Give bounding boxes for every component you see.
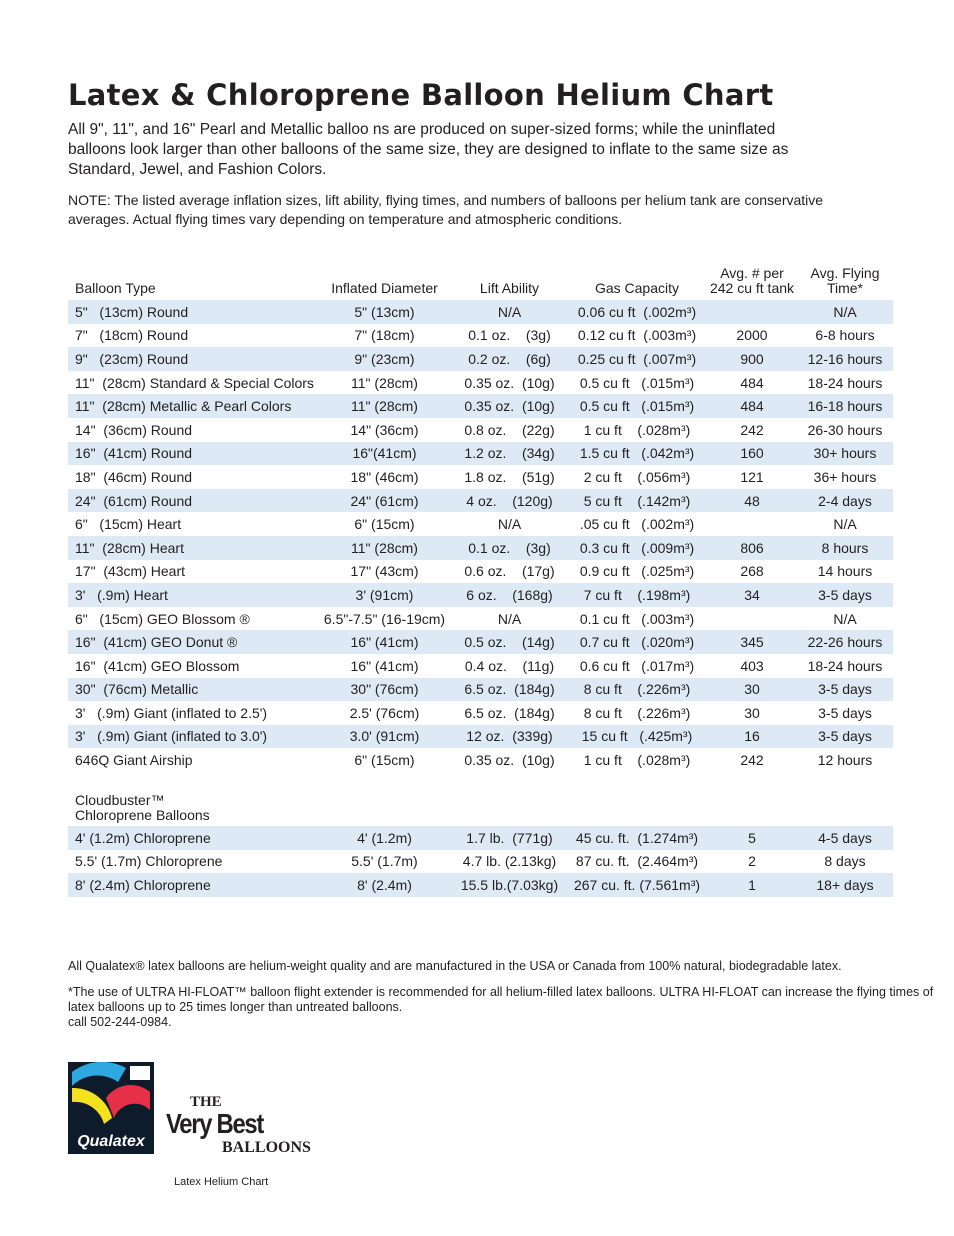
footer-phone: call 502-244-0984. <box>68 1015 172 1029</box>
flying-time-cell: 30+ hours <box>813 445 877 462</box>
balloon-type-cell: 6" (15cm) Heart <box>75 516 182 533</box>
lift-ability-cell: 0.35 oz. (10g) <box>464 752 555 769</box>
table-row <box>68 826 893 850</box>
flying-time-cell: 6-8 hours <box>815 327 875 344</box>
gas-capacity-cell: 0.5 cu ft (.015m³) <box>579 374 695 391</box>
chloroprene-table <box>68 826 893 897</box>
table-row <box>68 300 893 324</box>
gas-capacity-cell: 0.3 cu ft (.009m³) <box>579 539 695 556</box>
flying-time-cell: 12-16 hours <box>807 350 883 367</box>
inflated-diameter-cell: 11" (28cm) <box>351 398 418 415</box>
balloons-per-tank-cell: 2000 <box>736 327 768 344</box>
balloons-per-tank-cell: 484 <box>740 374 764 391</box>
lift-ability-cell: 6.5 oz. (184g) <box>464 704 555 721</box>
gas-capacity-cell: 0.12 cu ft (.003m³) <box>577 327 697 344</box>
inflated-diameter-cell: 6" (15cm) <box>354 516 415 533</box>
col-header: Avg. # per 242 cu ft tank <box>709 265 795 296</box>
table-row <box>68 371 893 395</box>
flying-time-cell: 3-5 days <box>818 681 872 698</box>
flying-time-cell: 3-5 days <box>818 728 872 745</box>
col-header: Inflated Diameter <box>331 280 438 296</box>
cloudbuster-subtitle: Chloroprene Balloons <box>75 807 210 823</box>
inflated-diameter-cell: 3.0' (91cm) <box>349 728 420 745</box>
caption: Latex Helium Chart <box>174 1176 269 1188</box>
balloons-per-tank-cell: 345 <box>740 634 764 651</box>
flying-time-cell: 18-24 hours <box>807 374 883 391</box>
inflated-diameter-cell: 5.5' (1.7m) <box>351 853 418 870</box>
col-header: Lift Ability <box>479 280 540 296</box>
lift-ability-cell: 6 oz. (168g) <box>466 586 553 603</box>
gas-capacity-cell: 5 cu ft (.142m³) <box>583 492 691 509</box>
inflated-diameter-cell: 11" (28cm) <box>351 374 418 391</box>
gas-capacity-cell: 45 cu. ft. (1.274m³) <box>575 829 699 846</box>
inflated-diameter-cell: 2.5' (76cm) <box>349 704 420 721</box>
balloon-type-cell: 3' (.9m) Heart <box>75 586 168 603</box>
table-row <box>68 418 893 442</box>
lift-ability-cell: 0.8 oz. (22g) <box>464 421 555 438</box>
table-row <box>68 489 893 513</box>
lift-ability-cell: 0.35 oz. (10g) <box>464 398 555 415</box>
logo-balloons: BALLOONS <box>222 1139 311 1156</box>
logo-very-best: Very Best <box>166 1108 264 1139</box>
inflated-diameter-cell: 14" (36cm) <box>350 421 419 438</box>
cloudbuster-heading <box>75 793 210 823</box>
table-header-row <box>68 262 893 300</box>
inflated-diameter-cell: 16" (41cm) <box>350 634 419 651</box>
inflated-diameter-cell: 16" (41cm) <box>350 657 419 674</box>
inflated-diameter-cell: 7" (18cm) <box>354 327 415 344</box>
flying-time-cell: 22-26 hours <box>807 634 883 651</box>
table-row <box>68 465 893 489</box>
balloons-per-tank-cell: 484 <box>740 398 764 415</box>
table-row <box>68 536 893 560</box>
gas-capacity-cell: 8 cu ft (.226m³) <box>583 704 691 721</box>
flying-time-cell: 4-5 days <box>818 829 872 846</box>
table-row <box>68 347 893 371</box>
gas-capacity-cell: 2 cu ft (.056m³) <box>583 468 691 485</box>
balloon-type-cell: 30" (76cm) Metallic <box>75 681 199 698</box>
balloon-type-cell: 3' (.9m) Giant (inflated to 3.0') <box>75 728 268 745</box>
inflated-diameter-cell: 4' (1.2m) <box>357 829 412 846</box>
lift-ability-cell: 6.5 oz. (184g) <box>464 681 555 698</box>
inflated-diameter-cell: 17" (43cm) <box>350 563 419 580</box>
logo-brand-text: Qualatex <box>77 1133 145 1150</box>
balloons-per-tank-cell: 900 <box>740 350 764 367</box>
gas-capacity-cell: 87 cu. ft. (2.464m³) <box>575 853 699 870</box>
balloon-type-cell: 3' (.9m) Giant (inflated to 2.5') <box>75 704 268 721</box>
gas-capacity-cell: 0.6 cu ft (.017m³) <box>579 657 695 674</box>
flying-time-cell: 8 days <box>824 853 866 870</box>
gas-capacity-cell: 15 cu ft (.425m³) <box>581 728 693 745</box>
table-row <box>68 583 893 607</box>
gas-capacity-cell: 0.06 cu ft (.002m³) <box>577 303 697 320</box>
balloon-type-cell: 24" (61cm) Round <box>75 492 193 509</box>
balloons-per-tank-cell: 5 <box>748 829 756 846</box>
balloons-per-tank-cell: 34 <box>744 586 760 603</box>
flying-time-cell: 18-24 hours <box>807 657 883 674</box>
flying-time-cell: N/A <box>833 303 857 320</box>
balloon-type-cell: 14" (36cm) Round <box>75 421 193 438</box>
qualatex-logo <box>68 1062 154 1154</box>
inflated-diameter-cell: 5" (13cm) <box>354 303 415 320</box>
balloons-per-tank-cell <box>707 300 797 324</box>
col-header: Balloon Type <box>75 280 156 296</box>
inflated-diameter-cell: 8' (2.4m) <box>357 876 412 893</box>
lift-ability-cell: 0.1 oz. (3g) <box>468 327 551 344</box>
table-row <box>68 654 893 678</box>
balloon-type-cell: 646Q Giant Airship <box>75 752 193 769</box>
balloons-per-tank-cell: 16 <box>744 728 760 745</box>
balloon-type-cell: 9" (23cm) Round <box>75 350 189 367</box>
gas-capacity-cell: 8 cu ft (.226m³) <box>583 681 691 698</box>
lift-ability-cell: 1.8 oz. (51g) <box>464 468 555 485</box>
inflated-diameter-cell: 6" (15cm) <box>354 752 415 769</box>
flying-time-cell: 3-5 days <box>818 586 872 603</box>
lift-ability-cell: 0.4 oz. (11g) <box>464 657 555 674</box>
gas-capacity-cell: .05 cu ft (.002m³) <box>579 516 695 533</box>
flying-time-cell: 8 hours <box>821 539 869 556</box>
table-row <box>68 560 893 584</box>
footer-latex-note: All Qualatex® latex balloons are helium-weight quality and are manufactured in the USA or Canada from 100% natural, biodegradable latex. <box>68 959 842 973</box>
inflated-diameter-cell: 6.5"-7.5" (16-19cm) <box>323 610 446 627</box>
lift-ability-cell: N/A <box>497 610 522 627</box>
table-row <box>68 630 893 654</box>
balloons-per-tank-cell <box>707 512 797 536</box>
lift-ability-cell: 1.7 lb. (771g) <box>466 829 553 846</box>
flying-time-cell: 16-18 hours <box>807 398 883 415</box>
balloon-type-cell: 5" (13cm) Round <box>75 303 189 320</box>
balloons-per-tank-cell: 160 <box>740 445 764 462</box>
footer-hifloat-note: *The use of ULTRA HI-FLOAT™ balloon flight extender is recommended for all helium-filled latex balloons. ULTRA HI-FLOAT can increase the flying times of latex balloons up to 25 times longer than untreated balloons. <box>68 985 934 1014</box>
table-row <box>68 442 893 466</box>
cloudbuster-title: Cloudbuster™ <box>75 792 165 808</box>
helium-chart-table <box>68 262 893 772</box>
gas-capacity-cell: 7 cu ft (.198m³) <box>583 586 691 603</box>
gas-capacity-cell: 0.1 cu ft (.003m³) <box>579 610 695 627</box>
balloons-per-tank-cell: 1 <box>748 876 756 893</box>
balloon-type-cell: 16" (41cm) GEO Donut ® <box>75 634 238 651</box>
balloon-type-cell: 8' (2.4m) Chloroprene <box>75 876 211 893</box>
table-row <box>68 701 893 725</box>
lift-ability-cell: 0.1 oz. (3g) <box>468 539 551 556</box>
balloons-per-tank-cell <box>707 607 797 631</box>
balloon-type-cell: 11" (28cm) Standard & Special Colors <box>75 374 314 391</box>
flying-time-cell: 36+ hours <box>813 468 877 485</box>
balloon-type-cell: 16" (41cm) GEO Blossom <box>75 657 240 674</box>
table-row <box>68 725 893 749</box>
balloon-type-cell: 18" (46cm) Round <box>75 468 193 485</box>
lift-ability-cell: 4.7 lb. (2.13kg) <box>462 853 557 870</box>
inflated-diameter-cell: 11" (28cm) <box>351 539 418 556</box>
balloons-per-tank-cell: 2 <box>748 853 756 870</box>
flying-time-cell: 14 hours <box>817 563 873 580</box>
balloons-per-tank-cell: 242 <box>740 421 764 438</box>
lift-ability-cell: N/A <box>497 516 522 533</box>
balloon-type-cell: 5.5' (1.7m) Chloroprene <box>75 853 223 870</box>
balloon-type-cell: 16" (41cm) Round <box>75 445 193 462</box>
gas-capacity-cell: 1 cu ft (.028m³) <box>583 421 691 438</box>
inflated-diameter-cell: 24" (61cm) <box>350 492 419 509</box>
balloons-per-tank-cell: 806 <box>740 539 764 556</box>
lift-ability-cell: 0.35 oz. (10g) <box>464 374 555 391</box>
lift-ability-cell: 0.2 oz. (6g) <box>468 350 551 367</box>
balloons-per-tank-cell: 242 <box>740 752 764 769</box>
lift-ability-cell: 4 oz. (120g) <box>466 492 553 509</box>
balloons-per-tank-cell: 403 <box>740 657 764 674</box>
flying-time-cell: N/A <box>833 516 857 533</box>
col-header: Avg. Flying Time* <box>810 265 880 296</box>
page-title: Latex & Chloroprene Balloon Helium Chart <box>68 78 774 112</box>
table-row <box>68 324 893 348</box>
gas-capacity-cell: 0.25 cu ft (.007m³) <box>577 350 697 367</box>
gas-capacity-cell: 0.7 cu ft (.020m³) <box>579 634 695 651</box>
balloons-per-tank-cell: 121 <box>740 468 764 485</box>
gas-capacity-cell: 1.5 cu ft (.042m³) <box>579 445 695 462</box>
flying-time-cell: N/A <box>833 610 857 627</box>
lift-ability-cell: 0.6 oz. (17g) <box>464 563 555 580</box>
very-best-balloons-logo <box>166 1095 336 1157</box>
lift-ability-cell: 1.2 oz. (34g) <box>464 445 555 462</box>
gas-capacity-cell: 267 cu. ft. (7.561m³) <box>573 876 701 893</box>
lift-ability-cell: 0.5 oz. (14g) <box>464 634 555 651</box>
table-row <box>68 607 893 631</box>
table-row <box>68 512 893 536</box>
table-row <box>68 850 893 874</box>
flying-time-cell: 2-4 days <box>818 492 872 509</box>
gas-capacity-cell: 1 cu ft (.028m³) <box>583 752 691 769</box>
table-row <box>68 394 893 418</box>
flying-time-cell: 3-5 days <box>818 704 872 721</box>
balloon-type-cell: 11" (28cm) Heart <box>75 539 184 556</box>
lift-ability-cell: N/A <box>497 303 522 320</box>
flying-time-cell: 18+ days <box>816 876 874 893</box>
inflated-diameter-cell: 16"(41cm) <box>352 445 417 462</box>
inflated-diameter-cell: 30" (76cm) <box>350 681 419 698</box>
balloon-type-cell: 7" (18cm) Round <box>75 327 189 344</box>
balloons-per-tank-cell: 30 <box>744 704 760 721</box>
col-header: Gas Capacity <box>594 280 680 296</box>
gas-capacity-cell: 0.9 cu ft (.025m³) <box>579 563 695 580</box>
table-row <box>68 678 893 702</box>
intro-text: All 9", 11", and 16" Pearl and Metallic balloo ns are produced on super-sized forms; while the uninflated balloons look larger than other balloons of the same size, they are designed to inflate to the same size as Standard, Jewel, and Fashion Colors. <box>68 121 789 178</box>
balloons-per-tank-cell: 30 <box>744 681 760 698</box>
balloon-type-cell: 6" (15cm) GEO Blossom ® <box>75 610 250 627</box>
note-text: NOTE: The listed average inflation sizes, lift ability, flying times, and numbers of balloons per helium tank are conservative averages. Actual flying times vary depending on temperature and atmospheric conditions. <box>68 192 824 227</box>
inflated-diameter-cell: 18" (46cm) <box>350 468 419 485</box>
balloon-type-cell: 11" (28cm) Metallic & Pearl Colors <box>75 398 292 415</box>
gas-capacity-cell: 0.5 cu ft (.015m³) <box>579 398 695 415</box>
inflated-diameter-cell: 3' (91cm) <box>355 586 414 603</box>
table-row <box>68 873 893 897</box>
logo-the: THE <box>190 1094 222 1110</box>
balloon-type-cell: 17" (43cm) Heart <box>75 563 186 580</box>
balloon-type-cell: 4' (1.2m) Chloroprene <box>75 829 211 846</box>
inflated-diameter-cell: 9" (23cm) <box>354 350 415 367</box>
lift-ability-cell: 15.5 lb.(7.03kg) <box>460 876 559 893</box>
balloons-per-tank-cell: 268 <box>740 563 764 580</box>
flying-time-cell: 26-30 hours <box>807 421 883 438</box>
table-row <box>68 748 893 772</box>
balloons-per-tank-cell: 48 <box>744 492 760 509</box>
flying-time-cell: 12 hours <box>817 752 873 769</box>
lift-ability-cell: 12 oz. (339g) <box>466 728 553 745</box>
